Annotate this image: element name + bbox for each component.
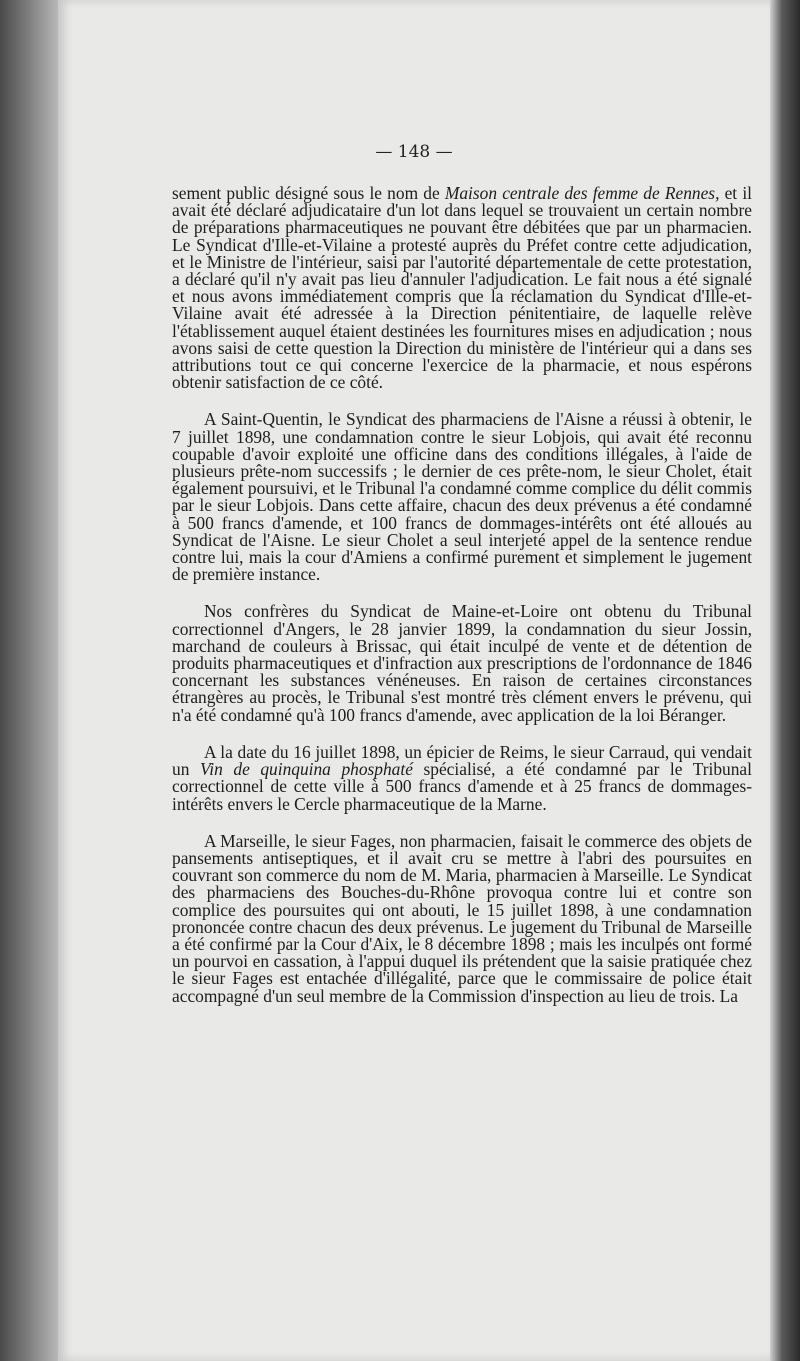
paragraph [172,741,752,814]
paragraph [172,185,752,391]
text-run: A Saint-Quentin, le Syndicat des pharmaciens de l'Aisne a réussi à obtenir, le 7 juillet 1898, une condamnation contre le sieur Lobjois, qui avait été reconnu coupable d'avoir exploité une officine dans des conditions illégales, à l'aide de plusieurs prête-nom successifs ; le dernier de ces prête-nom, le sieur Cholet, était également poursuivi, et le Tribunal l'a condamné comme complice du délit commis par le sieur Lobjois. Dans cette affaire, chacun des deux prévenus a été condamné à 500 francs d'amende, et 100 francs de dommages-intérêts ont été alloués au Syndicat de l'Aisne. Le sieur Cholet a seul interjeté appel de la sentence rendue contre lui, mais la cour d'Amiens a confirmé purement et simplement le jugement de première instance. [172,409,752,585]
paragraph [172,830,752,1006]
text-run: et il avait été déclaré adjudicataire d'un lot dans lequel se trouvaient un certain nombre de préparations pharmaceutiques ne pouvant être débitées que par un pharmacien. Le Syndicat d'Ille-et-Vilaine a protesté auprès du Préfet contre cette adjudication, et le Ministre de l'intérieur, saisi par l'autorité départementale de cette protestation, a déclaré qu'il n'y avait pas lieu d'annuler l'adjudication. Le fait nous a été signalé et nous avons immédiatement compris que la réclamation du Syndicat d'Ille-et-Vilaine avait été adressée à la Direction pénitentiaire, de laquelle relève l'établissement auquel étaient destinées les fournitures mises en adjudication ; nous avons saisi de cette question la Direction du ministère de l'intérieur qui a dans ses attributions tout ce qui concerne l'exercice de la pharmacie, et nous espérons obtenir satisfaction de ce côté. [172,183,752,393]
scan-edge-shadow [770,0,800,1361]
text-run: sement public désigné sous le nom de [172,183,445,203]
text-run: A Marseille, le sieur Fages, non pharmacien, faisait le commerce des objets de pansements antiseptiques, et il avait cru se mettre à l'abri des poursuites en couvrant son commerce du nom de M. Maria, pharmacien à Marseille. Le Syndicat des pharmaciens des Bouches-du-Rhône provoqua contre lui et contre son complice des poursuites qui ont abouti, le 15 juillet 1898, à une condamnation prononcée contre chacun des deux prévenus. Le jugement du Tribunal de Marseille a été confirmé par la Cour d'Aix, le 8 décembre 1898 ; mais les inculpés ont formé un pourvoi en cassation, à l'appui duquel ils prétendent que la saisie pratiquée chez le sieur Fages est entachée d'illégalité, parce que le commissaire de police était accompagné d'un seul membre de la Commission d'inspection au lieu de trois. La [172,830,752,1006]
document-page [58,0,770,1361]
paragraph [172,603,752,723]
italic-text: Vin de quinquina phosphaté [199,759,413,780]
text-run: A la date du 16 juillet 1898, un épicier de Reims, le sieur Carraud, qui vendait un [172,741,752,780]
text-run: spécialisé, a été condamné par le Tribunal correctionnel de cette ville à 500 francs d'amende et à 25 francs de dommages-intérêts envers le Cercle pharmaceutique de la Marne. [172,759,752,814]
scan-binding-shadow [0,0,58,1361]
body-text [172,185,752,1005]
paragraph [172,411,752,583]
page-number: — 148 — [375,142,453,162]
text-run: Nos confrères du Syndicat de Maine-et-Loire ont obtenu du Tribunal correctionnel d'Angers, le 28 janvier 1899, la condamnation du sieur Jossin, marchand de couleurs à Brissac, qui était inculpé de vente et de détention de produits pharmaceutiques et d'infraction aux prescriptions de l'ordonnance de 1846 concernant les substances vénéneuses. En raison de certaines circonstances étrangères au procès, le Tribunal s'est montré très clément envers le prévenu, qui n'a été condamné qu'à 100 francs d'amende, avec application de la loi Béranger. [172,601,752,725]
italic-text: Maison centrale des femme de Rennes, [444,183,720,203]
